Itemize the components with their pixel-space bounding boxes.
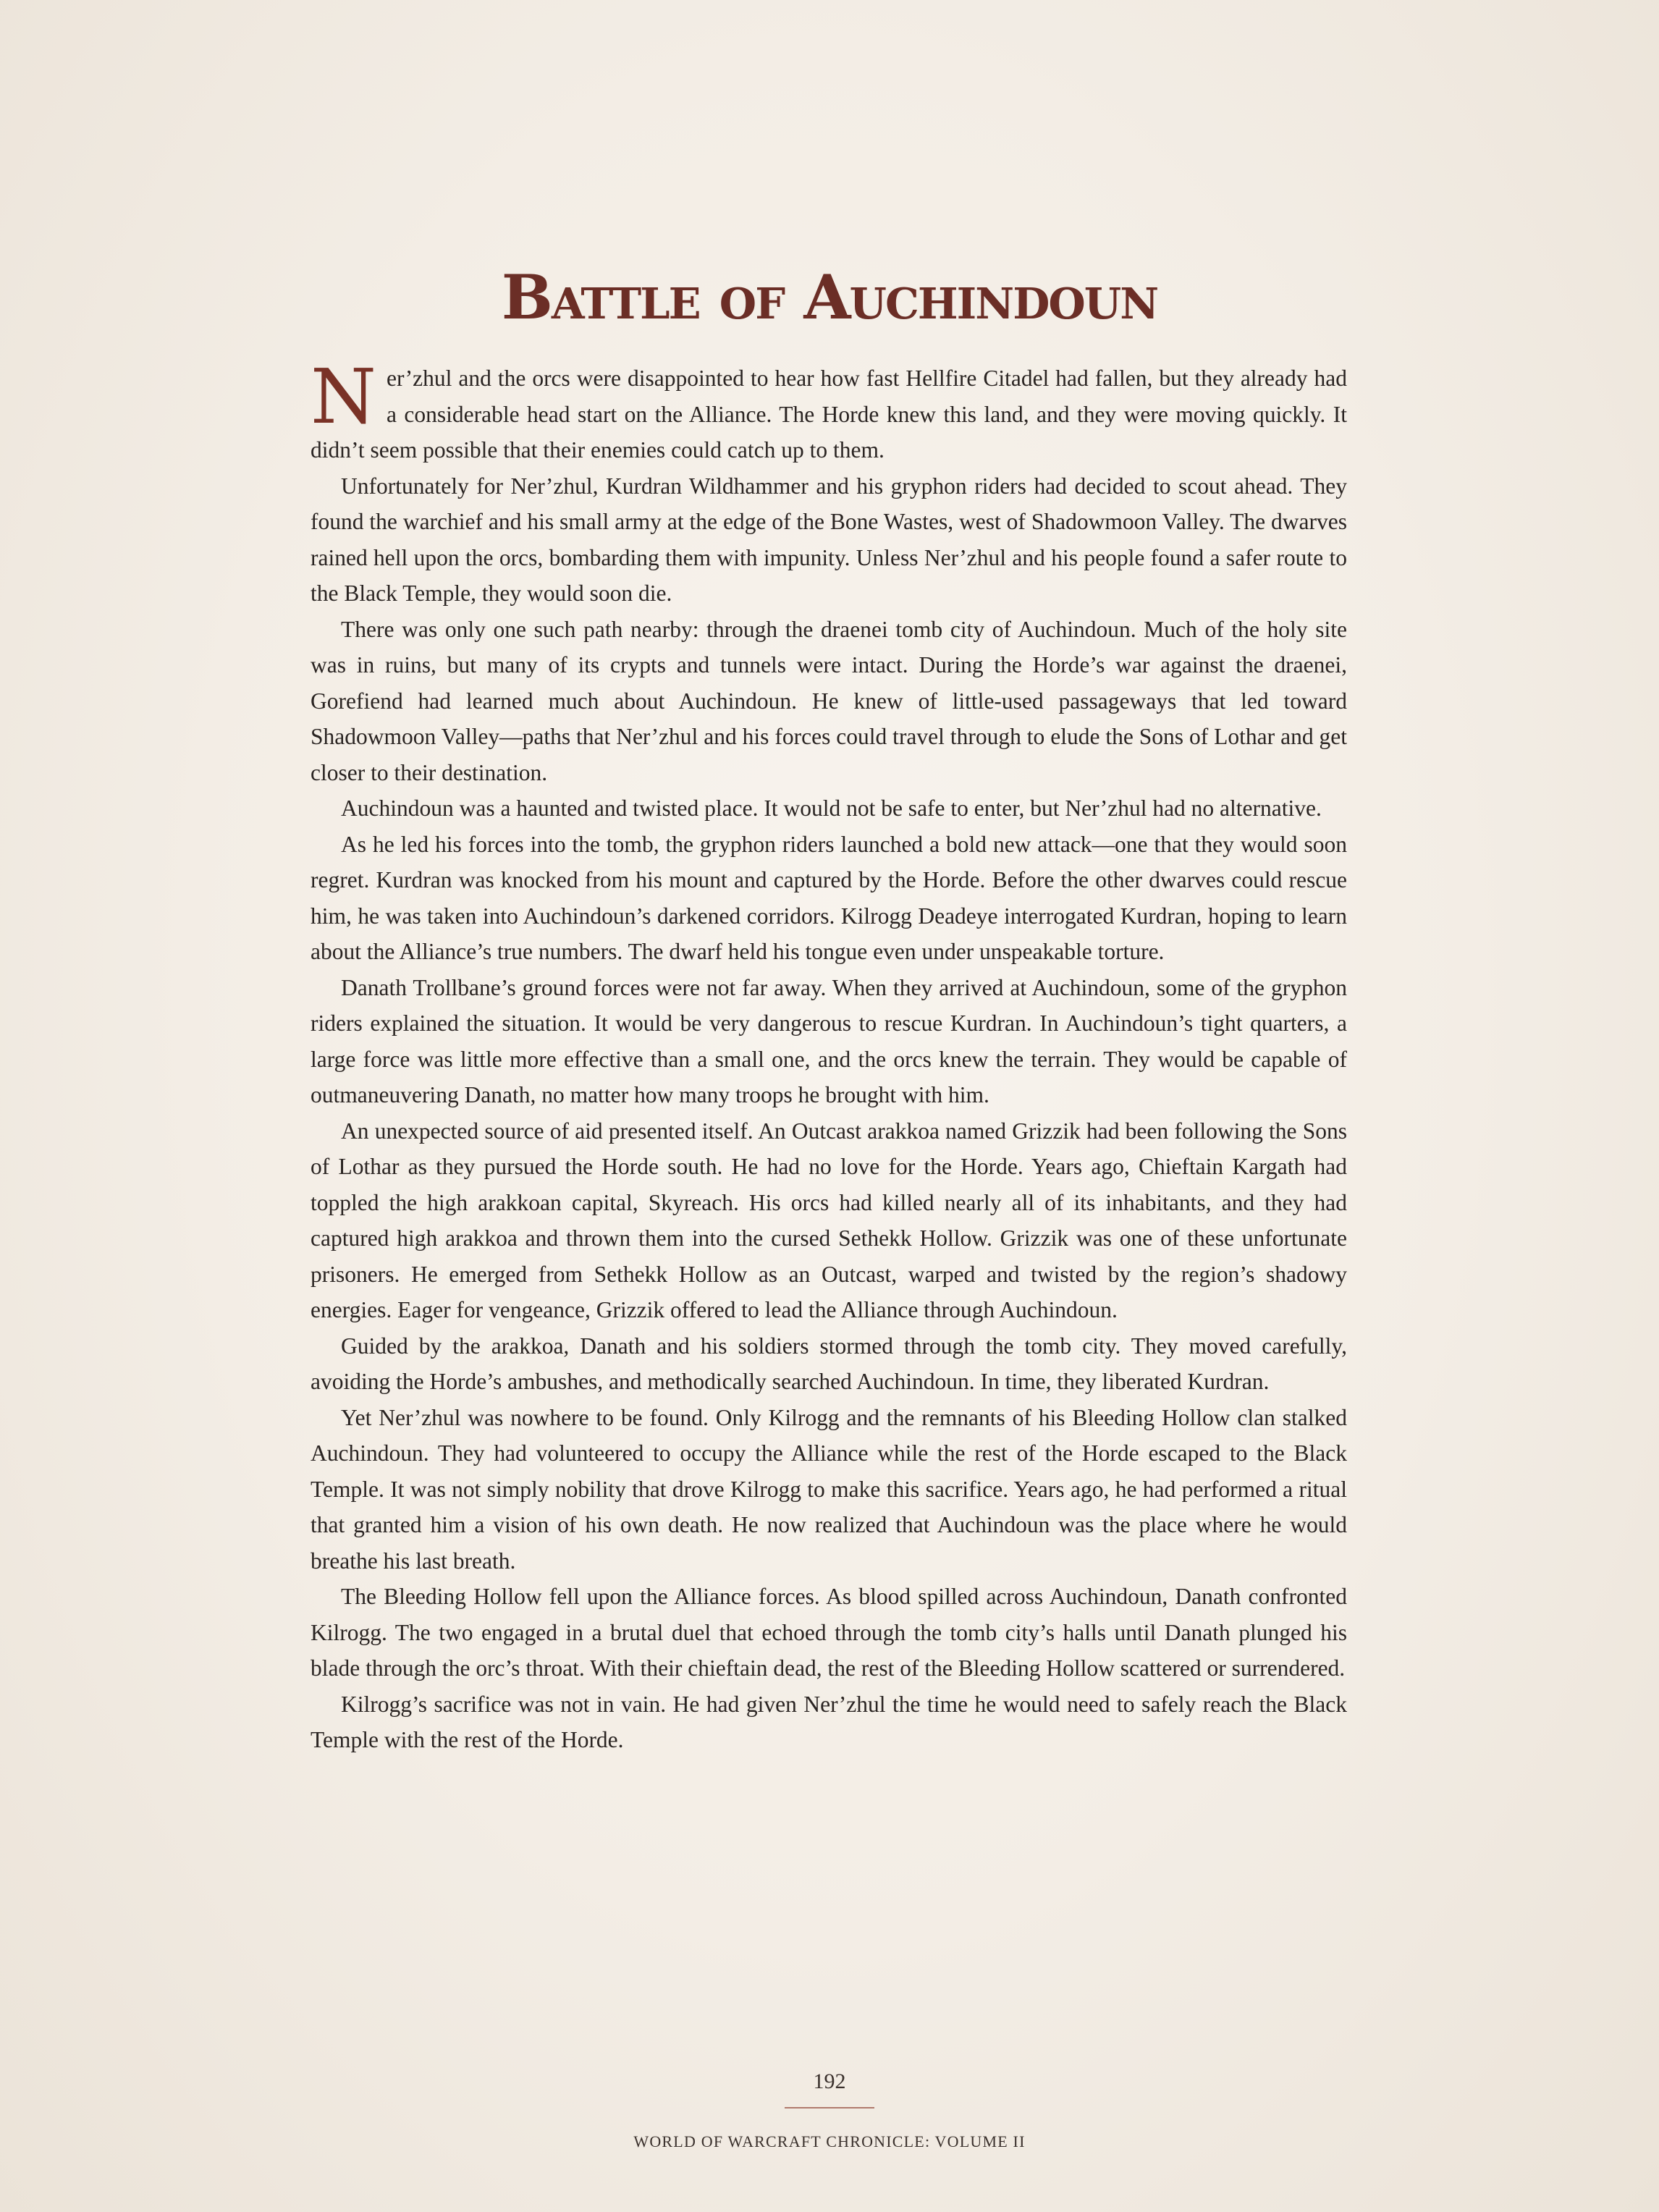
paragraph-10: The Bleeding Hollow fell upon the Alliance forces. As blood spilled across Auchindoun, Danath confronted Kilrogg. The two engaged in a brutal duel that echoed through the tomb city’s halls until Danath plunged his blade through the orc’s throat. With their chieftain dead, the rest of the Bleeding Hollow scattered or surrendered. [311, 1584, 1347, 1681]
drop-cap: N [311, 353, 376, 441]
paragraph-11: Kilrogg’s sacrifice was not in vain. He had given Ner’zhul the time he would need to safely reach the Black Temple with the rest of the Horde. [311, 1691, 1347, 1752]
paragraph-4: Auchindoun was a haunted and twisted place. It would not be safe to enter, but Ner’zhul had no alternative. [341, 795, 1322, 821]
paragraph-7: An unexpected source of aid presented itself. An Outcast arakkoa named Grizzik had been following the Sons of Lothar as they pursued the Horde south. He had no love for the Horde. Years ago, Chieftain Kargath had toppled the high arakkoan capital, Skyreach. His orcs had killed nearly all of its inhabitants, and they had captured high arakkoa and thrown them into the cursed Sethekk Hollow. Grizzik was one of these unfortunate prisoners. He emerged from Sethekk Hollow as an Outcast, warped and twisted by the region’s shadowy energies. Eager for vengeance, Grizzik offered to lead the Alliance through Auchindoun. [311, 1118, 1347, 1322]
article-body [311, 353, 1347, 1758]
paragraph-8: Guided by the arakkoa, Danath and his soldiers stormed through the tomb city. They moved carefully, avoiding the Horde’s ambushes, and methodically searched Auchindoun. In time, they liberated Kurdran. [311, 1333, 1347, 1394]
paragraph-9: Yet Ner’zhul was nowhere to be found. Only Kilrogg and the remnants of his Bleeding Hollow clan stalked Auchindoun. They had volunteered to occupy the Alliance while the rest of the Horde escaped to the Black Temple. It was not simply nobility that drove Kilrogg to make this sacrifice. Years ago, he had performed a ritual that granted him a vision of his own death. He now realized that Auchindoun was the place where he would breathe his last breath. [311, 1404, 1347, 1574]
paragraph-5: As he led his forces into the tomb, the gryphon riders launched a bold new attack—one that they would soon regret. Kurdran was knocked from his mount and captured by the Horde. Before the other dwarves could rescue him, he was taken into Auchindoun’s darkened corridors. Kilrogg Deadeye interrogated Kurdran, hoping to learn about the Alliance’s true numbers. The dwarf held his tongue even under unspeakable torture. [311, 831, 1347, 964]
paragraph-2: Unfortunately for Ner’zhul, Kurdran Wildhammer and his gryphon riders had decided to scout ahead. They found the warchief and his small army at the edge of the Bone Wastes, west of Shadowmoon Valley. The dwarves rained hell upon the orcs, bombarding them with impunity. Unless Ner’zhul and his people found a safer route to the Black Temple, they would soon die. [311, 473, 1347, 606]
page-title: Battle of Auchindoun [501, 261, 1158, 333]
page-number-divider [785, 2107, 874, 2108]
paragraph-1 [311, 353, 1347, 468]
paragraph-6: Danath Trollbane’s ground forces were not far away. When they arrived at Auchindoun, some of the gryphon riders explained the situation. It would be very dangerous to rescue Kurdran. In Auchindoun’s tight quarters, a large force was little more effective than a small one, and the orcs knew the terrain. They would be capable of outmaneuvering Danath, no matter how many troops he brought with him. [311, 974, 1347, 1107]
page-number: 192 [813, 2069, 846, 2093]
running-footer-title: WORLD OF WARCRAFT CHRONICLE: VOLUME II [633, 2132, 1026, 2150]
paragraph-1-text: er’zhul and the orcs were disappointed to hear how fast Hellfire Citadel had fallen, but they already had a considerable head start on the Alliance. The Horde knew this land, and they were moving quickly. It didn’t seem possible that their enemies could catch up to them. [311, 366, 1347, 463]
paragraph-3: There was only one such path nearby: through the draenei tomb city of Auchindoun. Much of the holy site was in ruins, but many of its crypts and tunnels were intact. During the Horde’s war against the draenei, Gorefiend had learned much about Auchindoun. He knew of little-used passageways that led toward Shadowmoon Valley—paths that Ner’zhul and his forces could travel through to elude the Sons of Lothar and get closer to their destination. [311, 616, 1347, 785]
